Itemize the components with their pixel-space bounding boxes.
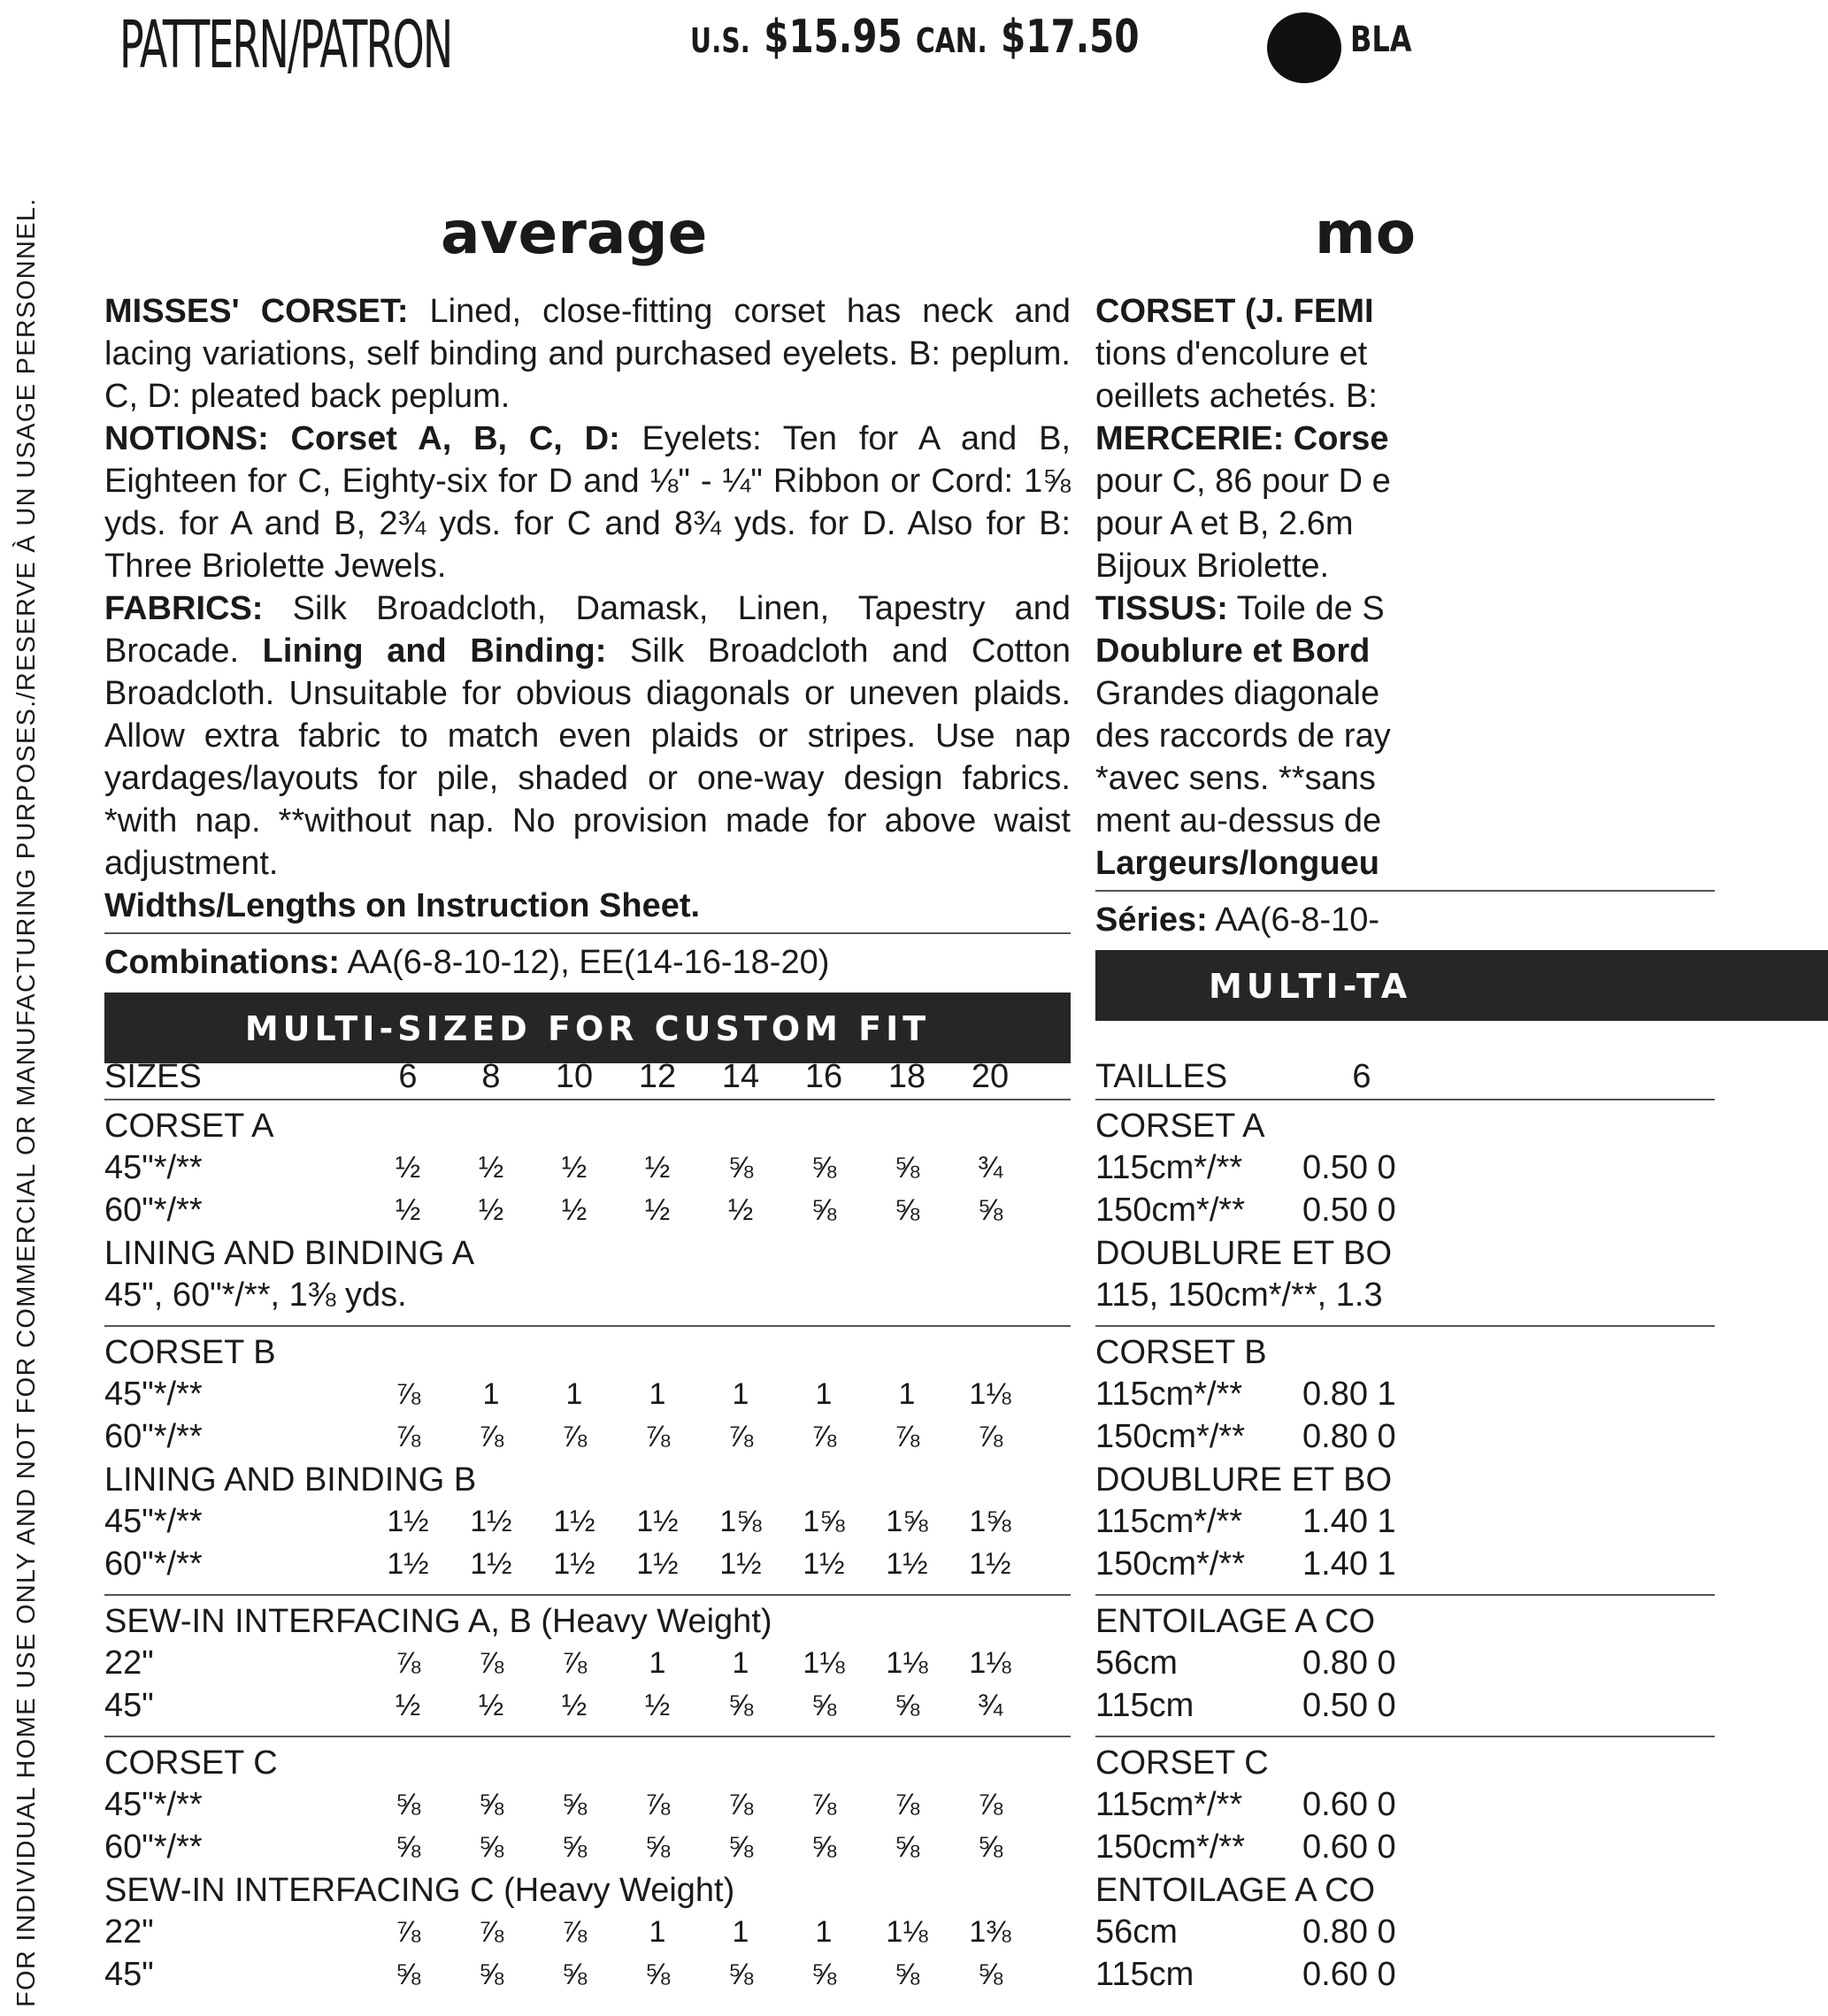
color-name: BLA [1350,19,1412,60]
size-col: 16 [804,1058,843,1095]
french-yardage-row [1095,1500,1715,1543]
yardage-cell: ⅝ [977,1830,1003,1864]
french-line [1095,757,1715,800]
yardage-cell: ⅝ [727,1689,754,1722]
french-line-text: ment au-dessus de [1095,802,1382,839]
group-title: CORSET A [104,1108,274,1145]
size-col: 6 [398,1058,418,1095]
yardage-cell: 1⅛ [886,1646,928,1680]
french-line [1095,290,1715,333]
yardage-group [104,1594,1071,1727]
can-price-label: CAN. [916,21,987,60]
french-line-text: Bijoux Briolette. [1095,548,1330,585]
yardage-cell: 1½ [719,1547,762,1581]
yardage-cell: ⅝ [644,1830,671,1864]
yardage-cell: ⅞ [395,1915,421,1949]
french-yardage-cell: 1.40 1 [1302,1503,1396,1540]
series-text: AA(6-8-10- [1207,901,1380,939]
yardage-cell: 1 [565,1377,583,1411]
french-line-text: oeillets achetés. B: [1095,378,1378,415]
size-col: 10 [555,1058,594,1095]
yardage-cell: ⅞ [478,1420,504,1453]
yardage-cell: ⅝ [894,1958,920,1991]
yardage-cell: ⅝ [977,1193,1003,1227]
french-line-text: Toile de S [1227,590,1385,627]
yardage-cell: ⅞ [395,1377,421,1411]
french-line-bold: Doublure et Bord [1095,632,1371,670]
yardage-cell: 1 [649,1646,666,1680]
yardage-cell: ½ [727,1193,754,1227]
french-widths-note [1095,842,1715,885]
row-label: 45"*/** [104,1149,203,1186]
french-yardage-row [1095,1684,1715,1727]
french-yardage-group [1095,1736,1715,1996]
yardage-row [104,1189,1071,1231]
taille-col: 6 [1352,1058,1371,1095]
row-label: 60"*/** [104,1545,203,1583]
group-title: SEW-IN INTERFACING A, B (Heavy Weight) [104,1603,772,1640]
yardage-cell: ⅞ [644,1420,671,1453]
yardage-cell: ⅞ [644,1788,671,1821]
tailles-header [1095,1049,1715,1099]
usage-notice: FOR INDIVIDUAL HOME USE ONLY AND NOT FOR COMMERCIAL OR MANUFACTURING PURPOSES./RESERVE À UN USAGE PERSONNEL. [12,197,41,2007]
yardage-cell: ⅞ [894,1420,920,1453]
widths-note-text: Widths/Lengths on Instruction Sheet. [104,887,701,924]
french-yardage-row [1095,1415,1715,1458]
french-yardage-cell: 0.60 0 [1302,1828,1396,1866]
divider [1095,890,1715,892]
french-group-subtitle: ENTOILAGE A CO [1095,1872,1376,1909]
size-col: 14 [721,1058,760,1095]
yardage-cell: 1⅝ [886,1505,928,1538]
french-row-label: 115cm [1095,1956,1194,1993]
french-line [1095,587,1715,630]
french-yardage-cell: 0.80 0 [1302,1418,1396,1455]
description-label: MISSES' CORSET: [104,293,409,330]
french-row-label: 150cm*/** [1095,1192,1245,1229]
yardage-cell: 1½ [636,1547,679,1581]
french-group-title: ENTOILAGE A CO [1095,1603,1376,1640]
yardage-cell: ½ [644,1689,671,1722]
yardage-cell: ⅞ [727,1420,754,1453]
us-price: $15.95 [764,11,902,64]
yardage-row [104,1415,1071,1458]
notions-paragraph [104,418,1071,587]
group-title: CORSET B [104,1334,276,1371]
yardage-cell: ⅞ [727,1788,754,1821]
yardage-cell: 1 [649,1377,666,1411]
yardage-cell: ⅞ [395,1646,421,1680]
yardage-cell: ⅞ [561,1915,588,1949]
french-group-title: CORSET B [1095,1334,1267,1371]
yardage-cell: ½ [478,1193,504,1227]
notions-text: Eyelets: Ten for A and B, Eighteen for C, Eighty-six for D and ⅛" - ¼" Ribbon or Cord: 1⅝ yds. for A and B, 2¾ yds. for C and 8¾ yds. for D. Also for B: Three Briolette Jewels. [104,420,1071,585]
row-label: 22" [104,1644,154,1682]
yardage-cell: 1½ [886,1547,928,1581]
french-yardage-row [1095,1911,1715,1953]
fabrics-text: Silk Broadcloth, Damask, Linen, Tapestry and Brocade. [104,590,1071,670]
yardage-cell: ⅝ [395,1788,421,1821]
yardage-row [104,1500,1071,1543]
yardage-cell: ⅞ [810,1788,837,1821]
french-line-text: Grandes diagonale [1095,675,1380,712]
french-line [1095,545,1715,587]
yardage-cell: ⅝ [727,1958,754,1991]
yardage-cell: ½ [644,1151,671,1184]
group-subtitle: SEW-IN INTERFACING C (Heavy Weight) [104,1872,735,1909]
yardage-cell: ⅝ [810,1689,837,1722]
yardage-row [104,1826,1071,1868]
french-yardage-cell: 0.60 0 [1302,1956,1396,1993]
yardage-cell: 1½ [969,1547,1011,1581]
french-yardage-cell: 0.80 1 [1302,1376,1396,1413]
yardage-cell: 1 [732,1377,749,1411]
french-yardage-cell: 0.50 0 [1302,1149,1396,1186]
yardage-table [104,1049,1071,1996]
yardage-cell: ¾ [977,1689,1003,1722]
french-row-label: 56cm [1095,1913,1178,1951]
french-row-label: 150cm*/** [1095,1828,1245,1866]
yardage-cell: 1 [815,1377,833,1411]
yardage-cell: ⅞ [561,1646,588,1680]
yardage-cell: ⅞ [894,1788,920,1821]
yardage-cell: ⅝ [395,1830,421,1864]
yardage-cell: ⅝ [727,1151,754,1184]
yardage-cell: ½ [395,1193,421,1227]
combinations-line [104,941,1071,984]
yardage-group [104,1099,1071,1316]
french-yardage-cell: 1.40 1 [1302,1545,1396,1583]
fabrics-label: FABRICS: [104,590,264,627]
yardage-cell: ⅝ [478,1958,504,1991]
french-line-text: pour A et B, 2.6m [1095,505,1354,542]
yardage-cell: ⅝ [894,1830,920,1864]
french-yardage-row [1095,1146,1715,1189]
yardage-cell: ⅝ [810,1958,837,1991]
yardage-cell: ½ [561,1151,588,1184]
row-label: 45" [104,1687,154,1724]
french-line-bold: TISSUS: [1095,590,1228,627]
multi-size-banner: MULTI-SIZED FOR CUSTOM FIT [104,993,1071,1063]
yardage-cell: 1 [482,1377,500,1411]
french-yardage-cell: 0.50 0 [1302,1687,1396,1724]
french-line-text: pour C, 86 pour D e [1095,463,1391,500]
row-label: 45" [104,1956,154,1993]
row-label: 45"*/** [104,1376,203,1413]
yardage-cell: ⅞ [810,1420,837,1453]
french-title: mo [1315,199,1417,267]
french-row-label: 150cm*/** [1095,1418,1245,1455]
french-group-title: CORSET A [1095,1108,1265,1145]
row-label: 45"*/** [104,1786,203,1823]
french-yardage-row [1095,1826,1715,1868]
french-row-label: 150cm*/** [1095,1545,1245,1583]
yardage-row [104,1642,1071,1684]
yardage-cell: 1½ [553,1547,595,1581]
description-text: Lined, close-fitting corset has neck and lacing variations, self binding and purchased eyelets. B: peplum. C, D: pleated back peplum. [104,293,1071,415]
yardage-cell: ⅝ [644,1958,671,1991]
notions-label: NOTIONS: Corset A, B, C, D: [104,420,620,457]
english-column [104,0,1071,2016]
yardage-cell: ⅝ [727,1830,754,1864]
french-yardage-row [1095,1373,1715,1415]
french-line [1095,502,1715,545]
series-label: Séries: [1095,901,1208,939]
yardage-cell: ½ [644,1193,671,1227]
french-yardage-cell: 0.50 0 [1302,1192,1396,1229]
yardage-cell: 1 [732,1915,749,1949]
yardage-row [104,1684,1071,1727]
yardage-group [104,1325,1071,1585]
french-row-label: 56cm [1095,1644,1178,1682]
english-title: average [441,199,708,267]
french-yardage-groups [1095,1099,1715,1996]
french-line-text: *avec sens. **sans [1095,760,1376,797]
yardage-groups [104,1099,1071,1996]
yardage-cell: ⅝ [977,1958,1003,1991]
yardage-cell: ⅞ [977,1420,1003,1453]
yardage-cell: 1½ [387,1547,429,1581]
yardage-row [104,1911,1071,1953]
french-line-bold: CORSET (J. FEMI [1095,293,1374,330]
yardage-cell: ⅝ [561,1958,588,1991]
yardage-cell: 1⅜ [969,1915,1011,1949]
group-subtitle: LINING AND BINDING A [104,1235,475,1272]
french-line [1095,800,1715,842]
yardage-cell: 1⅝ [969,1505,1011,1538]
yardage-row [104,1783,1071,1826]
yardage-cell: 1 [815,1915,833,1949]
yardage-cell: ⅝ [894,1689,920,1722]
lining-label: Lining and Binding: [262,632,607,670]
us-price-label: U.S. [690,21,750,60]
french-line [1095,460,1715,502]
widths-note [104,885,1071,927]
yardage-cell: ⅝ [810,1151,837,1184]
combinations-text: AA(6-8-10-12), EE(14-16-18-20) [339,944,830,981]
french-yardage-table [1095,1049,1715,1996]
row-label: 22" [104,1913,154,1951]
yardage-cell: ½ [561,1193,588,1227]
yardage-cell: 1½ [636,1505,679,1538]
yardage-cell: ⅝ [478,1788,504,1821]
french-yardage-row [1095,1543,1715,1585]
french-line [1095,418,1715,460]
french-yardage-row [1095,1783,1715,1826]
french-widths-note-text: Largeurs/longueu [1095,845,1379,882]
yardage-cell: ½ [561,1689,588,1722]
yardage-cell: ⅝ [894,1151,920,1184]
english-description-block [104,290,1071,1063]
yardage-cell: 1⅛ [886,1915,928,1949]
yardage-cell: ⅝ [810,1193,837,1227]
yardage-cell: ⅞ [561,1420,588,1453]
yardage-cell: 1⅛ [969,1646,1011,1680]
french-row-label: 115cm*/** [1095,1786,1243,1823]
row-label: 60"*/** [104,1418,203,1455]
yardage-cell: 1½ [553,1505,595,1538]
yardage-cell: 1⅝ [803,1505,845,1538]
french-yardage-group [1095,1325,1715,1585]
french-group-subtitle: DOUBLURE ET BO [1095,1235,1393,1272]
yardage-cell: ⅝ [478,1830,504,1864]
yardage-cell: 1 [732,1646,749,1680]
yardage-cell: ⅞ [395,1420,421,1453]
french-line [1095,672,1715,715]
french-yardage-cell: 0.60 0 [1302,1786,1396,1823]
yardage-row [104,1146,1071,1189]
french-row-label: 115cm*/** [1095,1149,1243,1186]
can-price: $17.50 [1001,11,1140,64]
yardage-cell: 1⅛ [969,1377,1011,1411]
yardage-row [104,1953,1071,1996]
yardage-cell: ¾ [977,1151,1003,1184]
divider [104,932,1071,934]
group-note: 45", 60"*/**, 1⅜ yds. [104,1276,407,1314]
yardage-cell: 1 [649,1915,666,1949]
yardage-group [104,1736,1071,1996]
multi-taille-banner: MULTI-TA [1095,950,1828,1021]
pattern-brand: PATTERN/PATRON [119,7,452,83]
yardage-cell: ½ [395,1689,421,1722]
french-line-text: des raccords de ray [1095,717,1391,755]
french-group-note: 115, 150cm*/**, 1.3 [1095,1276,1383,1314]
description-paragraph [104,290,1071,418]
yardage-cell: 1⅛ [803,1646,845,1680]
size-col: 8 [481,1058,501,1095]
yardage-cell: ½ [478,1151,504,1184]
french-yardage-row [1095,1642,1715,1684]
french-column [1095,0,1417,2016]
row-label: 45"*/** [104,1503,203,1540]
yardage-row [104,1543,1071,1585]
sizes-header [104,1049,1071,1099]
french-description-lines [1095,290,1715,842]
french-yardage-cell: 0.80 0 [1302,1644,1396,1682]
french-row-label: 115cm [1095,1687,1194,1724]
yardage-cell: 1½ [470,1547,512,1581]
yardage-cell: 1½ [470,1505,512,1538]
yardage-cell: ½ [395,1151,421,1184]
yardage-cell: ⅝ [395,1958,421,1991]
sizes-label: SIZES [104,1058,202,1095]
yardage-cell: ⅞ [478,1646,504,1680]
yardage-cell: ⅞ [478,1915,504,1949]
french-row-label: 115cm*/** [1095,1503,1243,1540]
size-col: 18 [887,1058,926,1095]
yardage-cell: ⅝ [561,1830,588,1864]
row-label: 60"*/** [104,1192,203,1229]
yardage-cell: ⅞ [977,1788,1003,1821]
series-line [1095,899,1715,941]
fabrics-paragraph [104,587,1071,885]
french-yardage-group [1095,1099,1715,1316]
yardage-cell: 1 [898,1377,916,1411]
lining-text: Silk Broadcloth and Cotton Broadcloth. Unsuitable for obvious diagonals or uneven plaids. Allow extra fabric to match even plaids or stripes. Use nap yardages/layouts for pile, shaded or one-way design fabrics. *with nap. **without nap. No provision made for above waist adjustment. [104,632,1071,882]
french-yardage-cell: 0.80 0 [1302,1913,1396,1951]
french-line [1095,375,1715,418]
yardage-cell: 1½ [803,1547,845,1581]
french-yardage-row [1095,1953,1715,1996]
french-group-subtitle: DOUBLURE ET BO [1095,1461,1393,1499]
yardage-cell: ½ [478,1689,504,1722]
french-line [1095,333,1715,375]
yardage-cell: 1⅝ [719,1505,762,1538]
french-line-bold: MERCERIE: Corse [1095,420,1389,457]
french-line-text: tions d'encolure et [1095,335,1368,372]
size-col: 12 [638,1058,677,1095]
yardage-cell: ⅝ [894,1193,920,1227]
tailles-label: TAILLES [1095,1058,1228,1095]
french-yardage-group [1095,1594,1715,1727]
group-title: CORSET C [104,1744,278,1782]
french-description-block [1095,290,1715,1021]
yardage-cell: 1½ [387,1505,429,1538]
yardage-cell: ⅝ [561,1788,588,1821]
yardage-cell: ⅝ [810,1830,837,1864]
yardage-row [104,1373,1071,1415]
group-subtitle: LINING AND BINDING B [104,1461,477,1499]
french-line [1095,630,1715,672]
french-yardage-row [1095,1189,1715,1231]
french-line [1095,715,1715,757]
french-row-label: 115cm*/** [1095,1376,1243,1413]
french-group-title: CORSET C [1095,1744,1269,1782]
row-label: 60"*/** [104,1828,203,1866]
size-col: 20 [971,1058,1010,1095]
combinations-label: Combinations: [104,944,340,981]
